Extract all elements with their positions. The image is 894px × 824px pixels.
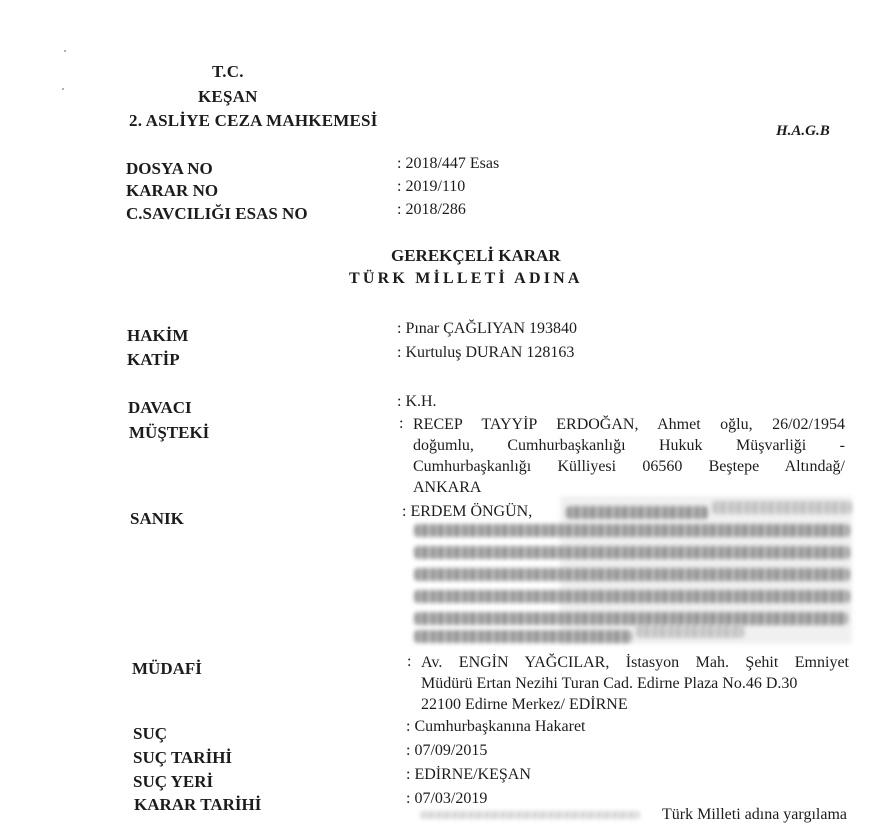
musteki-line-2: doğumlu, Cumhurbaşkanlığı Hukuk Müşvarliği - xyxy=(413,437,845,454)
musteki-line-3: Cumhurbaşkanlığı Külliyesi 06560 Beştepe Altındağ/ xyxy=(413,458,845,475)
mudafi-label: MÜDAFİ xyxy=(132,659,202,678)
katip-value: : Kurtuluş DURAN 128163 xyxy=(397,344,575,361)
musteki-label: MÜŞTEKİ xyxy=(129,423,210,442)
scan-speck xyxy=(62,88,64,90)
scan-speck xyxy=(64,50,66,52)
karar-no-label: KARAR NO xyxy=(126,181,219,200)
redacted-line xyxy=(414,568,850,581)
redacted-line xyxy=(414,546,850,559)
dosya-no-label: DOSYA NO xyxy=(126,159,213,178)
header-city: KEŞAN xyxy=(198,87,258,106)
suc-yeri-label: SUÇ YERİ xyxy=(133,772,214,791)
suc-yeri-value: : EDİRNE/KEŞAN xyxy=(406,766,531,783)
mudafi-line-2: Müdürü Ertan Nezihi Turan Cad. Edirne Plaza No.46 D.30 xyxy=(421,675,798,692)
davaci-label: DAVACI xyxy=(128,398,192,417)
musteki-line-4: ANKARA xyxy=(413,479,482,496)
redacted-line xyxy=(636,625,744,638)
cutoff-faint-text xyxy=(420,811,640,819)
redacted-line xyxy=(414,524,850,537)
musteki-colon: : xyxy=(399,415,404,432)
redacted-line xyxy=(566,506,708,519)
redacted-line xyxy=(414,630,632,643)
mudafi-line-3: 22100 Edirne Merkez/ EDİRNE xyxy=(421,696,628,713)
musteki-line-1: RECEP TAYYİP ERDOĞAN, Ahmet oğlu, 26/02/1954 xyxy=(413,416,845,433)
suc-tarihi-label: SUÇ TARİHİ xyxy=(133,748,233,767)
dosya-no-value: : 2018/447 Esas xyxy=(397,155,500,172)
davaci-value: : K.H. xyxy=(397,393,437,410)
mudafi-line-1: Av. ENGİN YAĞCILAR, İstasyon Mah. Şehit Emniyet xyxy=(421,654,849,671)
katip-label: KATİP xyxy=(127,350,180,369)
karar-tarihi-value: : 07/03/2019 xyxy=(406,790,488,807)
cutoff-paragraph: Türk Milleti adına yargılama xyxy=(662,806,847,823)
redacted-line xyxy=(414,590,850,603)
sanik-value: : ERDEM ÖNGÜN, xyxy=(402,503,533,520)
document-title: GEREKÇELİ KARAR xyxy=(391,246,561,265)
karar-tarihi-label: KARAR TARİHİ xyxy=(134,795,262,814)
document-subtitle: TÜRK MİLLETİ ADINA xyxy=(349,270,583,287)
savcilik-esas-no-value: : 2018/286 xyxy=(397,201,466,218)
karar-no-value: : 2019/110 xyxy=(397,178,466,195)
header-tc: T.C. xyxy=(212,62,244,81)
suc-tarihi-value: : 07/09/2015 xyxy=(406,742,488,759)
suc-value: : Cumhurbaşkanına Hakaret xyxy=(406,718,586,735)
hakim-label: HAKİM xyxy=(127,326,189,345)
hakim-value: : Pınar ÇAĞLIYAN 193840 xyxy=(397,320,577,337)
redacted-line xyxy=(712,501,852,514)
redacted-line xyxy=(414,612,848,625)
court-name: 2. ASLİYE CEZA MAHKEMESİ xyxy=(129,111,378,130)
sanik-label: SANIK xyxy=(130,509,184,528)
document-code: H.A.G.B xyxy=(776,123,830,139)
savcilik-esas-no-label: C.SAVCILIĞI ESAS NO xyxy=(126,204,308,223)
suc-label: SUÇ xyxy=(133,724,168,743)
mudafi-colon: : xyxy=(407,653,412,670)
